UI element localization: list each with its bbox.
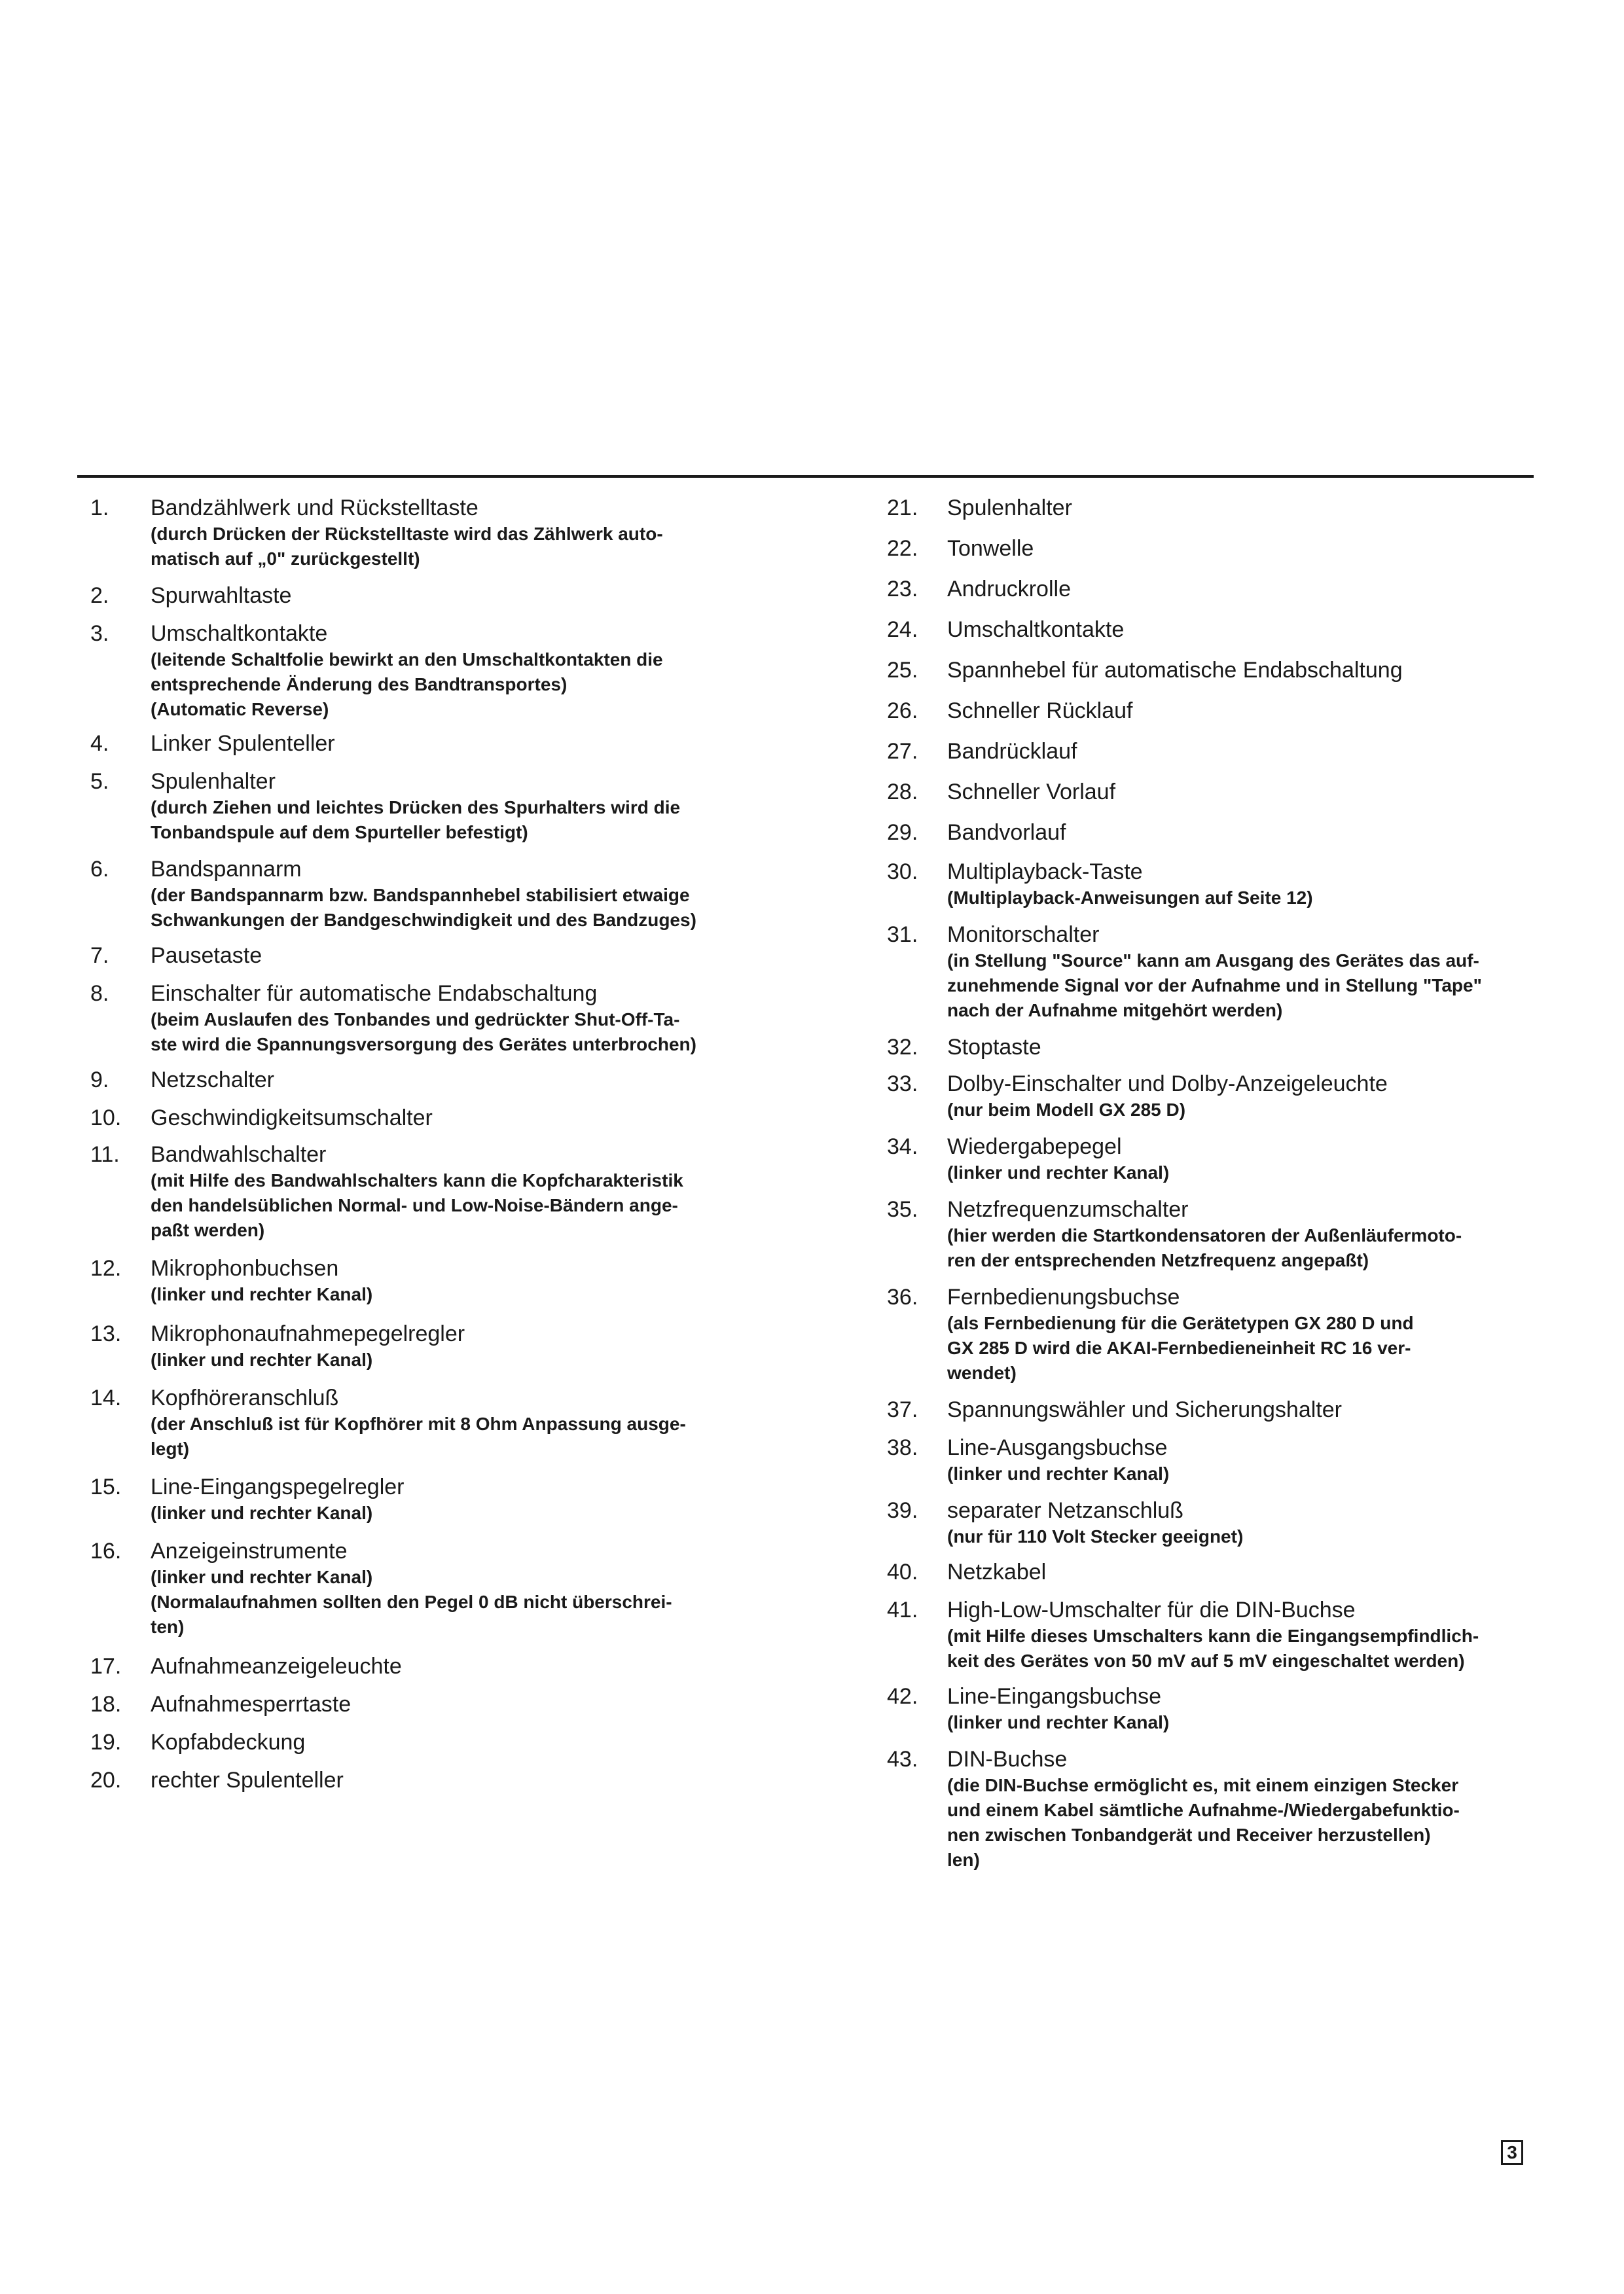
part-title: Fernbedienungsbuchse: [947, 1285, 1180, 1310]
part-title: Bandvorlauf: [947, 820, 1066, 845]
part-title: Monitorschalter: [947, 922, 1100, 947]
part-title: Einschalter für automatische Endabschaltung: [151, 981, 598, 1006]
part-list-item: [77, 1473, 765, 1526]
part-list-item: [77, 980, 765, 1057]
part-list-item: [77, 1653, 765, 1680]
part-number: 15.: [90, 1475, 122, 1499]
part-title: Tonwelle: [947, 536, 1034, 561]
part-list-item: [77, 1384, 765, 1461]
part-title: Stoptaste: [947, 1035, 1041, 1060]
part-list-item: [77, 1537, 765, 1640]
part-title: Multiplayback-Taste: [947, 859, 1143, 884]
part-number: 20.: [90, 1768, 122, 1793]
part-description: [151, 942, 765, 969]
part-title: Geschwindigkeitsumschalter: [151, 1105, 433, 1130]
part-title: Line-Eingangspegelregler: [151, 1475, 405, 1499]
part-title: High-Low-Umschalter für die DIN-Buchse: [947, 1598, 1356, 1622]
part-number: 39.: [887, 1498, 918, 1523]
part-list-item: [874, 575, 1555, 603]
part-description: [947, 1133, 1555, 1185]
part-description: [151, 620, 765, 722]
part-title: Netzschalter: [151, 1067, 274, 1092]
part-note: (linker und rechter Kanal): [947, 1162, 1170, 1183]
part-note: (linker und rechter Kanal): [151, 1350, 373, 1370]
part-number: 9.: [90, 1067, 109, 1092]
part-list-item: [874, 1596, 1555, 1674]
part-description: [947, 1033, 1555, 1061]
part-list-item: [77, 768, 765, 845]
part-title: Mikrophonaufnahmepegelregler: [151, 1321, 465, 1346]
part-title: rechter Spulenteller: [151, 1768, 344, 1793]
part-note: (in Stellung "Source" kann am Ausgang des Gerätes das auf- zunehmende Signal vor der Aufnahme und in Stellung "Tape" nach der Aufnahme mitgehört werden): [947, 950, 1482, 1020]
part-description: [151, 494, 765, 571]
part-number: 6.: [90, 857, 109, 882]
part-note: (beim Auslaufen des Tonbandes und gedrückter Shut-Off-Ta- ste wird die Spannungsversorgung des Gerätes unterbrochen): [151, 1009, 696, 1054]
part-title: Bandrücklauf: [947, 739, 1077, 764]
part-title: Anzeigeinstrumente: [151, 1539, 348, 1564]
part-number: 29.: [887, 820, 918, 845]
part-description: [151, 730, 765, 757]
part-note: (hier werden die Startkondensatoren der Außenläufermoto- ren der entsprechenden Netzfrequenz angepaßt): [947, 1225, 1462, 1270]
part-description: [151, 1384, 765, 1461]
part-description: [947, 656, 1555, 684]
part-title: separater Netzanschluß: [947, 1498, 1183, 1523]
part-number: 2.: [90, 583, 109, 608]
part-title: Spulenhalter: [151, 769, 276, 794]
part-note: (linker und rechter Kanal): [947, 1712, 1170, 1732]
parts-list-left-column: [77, 494, 765, 1803]
part-description: [151, 1141, 765, 1243]
part-list-item: [874, 1746, 1555, 1873]
part-number: 10.: [90, 1105, 122, 1130]
part-number: 41.: [887, 1598, 918, 1622]
part-list-item: [874, 1283, 1555, 1386]
part-title: Schneller Rücklauf: [947, 698, 1133, 723]
part-list-item: [874, 1133, 1555, 1185]
part-title: Aufnahmesperrtaste: [151, 1692, 352, 1717]
part-number: 17.: [90, 1654, 122, 1679]
part-list-item: [874, 656, 1555, 684]
part-number: 12.: [90, 1256, 122, 1281]
part-number: 14.: [90, 1386, 122, 1410]
part-list-item: [874, 819, 1555, 846]
part-note: (linker und rechter Kanal) (Normalaufnahmen sollten den Pegel 0 dB nicht überschrei- ten): [151, 1567, 672, 1637]
part-description: [151, 1729, 765, 1756]
part-description: [151, 582, 765, 609]
part-list-item: [77, 620, 765, 722]
part-title: Umschaltkontakte: [151, 621, 328, 646]
part-number: 13.: [90, 1321, 122, 1346]
part-number: 35.: [887, 1197, 918, 1222]
part-note: (mit Hilfe des Bandwahlschalters kann die Kopfcharakteristik den handelsüblichen Normal- und Low-Noise-Bändern ange- paßt werden): [151, 1170, 683, 1240]
part-list-item: [874, 1497, 1555, 1549]
part-note: (mit Hilfe dieses Umschalters kann die Eingangsempfindlich- keit des Gerätes von 50 mV auf 5 mV eingeschaltet werden): [947, 1626, 1479, 1671]
part-number: 18.: [90, 1692, 122, 1717]
part-description: [947, 738, 1555, 765]
part-note: (als Fernbedienung für die Gerätetypen GX 280 D und GX 285 D wird die AKAI-Fernbedieneinheit RC 16 ver- wendet): [947, 1313, 1414, 1383]
part-note: (durch Drücken der Rückstelltaste wird das Zählwerk auto- matisch auf „0" zurückgestellt): [151, 524, 663, 569]
part-list-item: [77, 582, 765, 609]
part-number: 21.: [887, 495, 918, 520]
part-description: [947, 858, 1555, 910]
part-list-item: [874, 858, 1555, 910]
part-description: [947, 1196, 1555, 1273]
part-list-item: [77, 1104, 765, 1132]
page-number: 3: [1501, 2140, 1523, 2165]
part-number: 32.: [887, 1035, 918, 1060]
part-description: [947, 535, 1555, 562]
part-note: (linker und rechter Kanal): [947, 1463, 1170, 1484]
part-title: Aufnahmeanzeigeleuchte: [151, 1654, 402, 1679]
part-description: [947, 616, 1555, 643]
part-title: Spannhebel für automatische Endabschaltung: [947, 658, 1403, 683]
part-description: [151, 1320, 765, 1372]
part-list-item: [874, 616, 1555, 643]
part-list-item: [874, 921, 1555, 1023]
part-title: Kopfhöreranschluß: [151, 1386, 339, 1410]
part-description: [151, 980, 765, 1057]
part-number: 34.: [887, 1134, 918, 1159]
part-description: [151, 1766, 765, 1794]
part-description: [151, 1255, 765, 1307]
part-number: 43.: [887, 1747, 918, 1772]
part-description: [947, 1596, 1555, 1674]
part-number: 19.: [90, 1730, 122, 1755]
part-note: (der Anschluß ist für Kopfhörer mit 8 Ohm Anpassung ausge- legt): [151, 1414, 686, 1459]
part-number: 26.: [887, 698, 918, 723]
part-description: [947, 819, 1555, 846]
part-list-item: [77, 855, 765, 933]
part-description: [151, 855, 765, 933]
part-title: Spulenhalter: [947, 495, 1072, 520]
part-list-item: [874, 1070, 1555, 1122]
part-description: [947, 697, 1555, 725]
part-description: [947, 1070, 1555, 1122]
part-note: (nur für 110 Volt Stecker geeignet): [947, 1526, 1244, 1547]
part-description: [151, 1691, 765, 1718]
part-list-item: [77, 1141, 765, 1243]
parts-list-right-column: [874, 494, 1555, 1882]
part-list-item: [874, 1683, 1555, 1735]
part-list-item: [77, 1691, 765, 1718]
part-description: [947, 1497, 1555, 1549]
part-number: 5.: [90, 769, 109, 794]
part-title: Line-Ausgangsbuchse: [947, 1435, 1168, 1460]
part-note: (durch Ziehen und leichtes Drücken des Spurhalters wird die Tonbandspule auf dem Spurteller befestigt): [151, 797, 681, 842]
part-description: [151, 1104, 765, 1132]
part-title: Kopfabdeckung: [151, 1730, 306, 1755]
part-list-item: [874, 697, 1555, 725]
part-number: 22.: [887, 536, 918, 561]
part-number: 37.: [887, 1397, 918, 1422]
part-list-item: [874, 1033, 1555, 1061]
part-number: 16.: [90, 1539, 122, 1564]
part-list-item: [77, 1255, 765, 1307]
part-number: 38.: [887, 1435, 918, 1460]
part-title: DIN-Buchse: [947, 1747, 1068, 1772]
part-title: Spannungswähler und Sicherungshalter: [947, 1397, 1342, 1422]
part-description: [151, 1066, 765, 1094]
part-title: Pausetaste: [151, 943, 262, 968]
part-list-item: [874, 1196, 1555, 1273]
part-number: 42.: [887, 1684, 918, 1709]
part-description: [947, 1396, 1555, 1424]
part-list-item: [77, 1320, 765, 1372]
part-title: Bandwahlschalter: [151, 1142, 327, 1167]
part-description: [947, 1746, 1555, 1873]
part-number: 36.: [887, 1285, 918, 1310]
part-description: [947, 1283, 1555, 1386]
part-title: Line-Eingangsbuchse: [947, 1684, 1162, 1709]
part-list-item: [77, 1066, 765, 1094]
part-description: [947, 1434, 1555, 1486]
part-list-item: [874, 535, 1555, 562]
part-title: Wiedergabepegel: [947, 1134, 1122, 1159]
part-number: 23.: [887, 577, 918, 601]
part-number: 28.: [887, 780, 918, 804]
part-number: 7.: [90, 943, 109, 968]
part-description: [151, 1653, 765, 1680]
part-title: Linker Spulenteller: [151, 731, 335, 756]
part-note: (linker und rechter Kanal): [151, 1503, 373, 1523]
part-number: 40.: [887, 1560, 918, 1585]
part-description: [947, 575, 1555, 603]
part-list-item: [874, 494, 1555, 522]
part-description: [947, 1683, 1555, 1735]
part-title: Andruckrolle: [947, 577, 1071, 601]
part-title: Bandspannarm: [151, 857, 302, 882]
part-list-item: [77, 730, 765, 757]
part-description: [151, 1473, 765, 1526]
part-description: [947, 921, 1555, 1023]
part-title: Bandzählwerk und Rückstelltaste: [151, 495, 478, 520]
part-list-item: [874, 1434, 1555, 1486]
part-note: (nur beim Modell GX 285 D): [947, 1100, 1186, 1120]
part-number: 27.: [887, 739, 918, 764]
part-number: 25.: [887, 658, 918, 683]
part-list-item: [77, 494, 765, 571]
part-title: Schneller Vorlauf: [947, 780, 1116, 804]
part-note: (linker und rechter Kanal): [151, 1284, 373, 1304]
part-note: (leitende Schaltfolie bewirkt an den Umschaltkontakten die entsprechende Änderung des Bandtransportes) (Automatic Reverse): [151, 649, 663, 719]
part-list-item: [77, 1766, 765, 1794]
part-description: [947, 1558, 1555, 1586]
part-number: 4.: [90, 731, 109, 756]
part-note: (Multiplayback-Anweisungen auf Seite 12): [947, 887, 1313, 908]
part-number: 31.: [887, 922, 918, 947]
part-list-item: [77, 942, 765, 969]
part-list-item: [874, 1396, 1555, 1424]
part-title: Spurwahltaste: [151, 583, 292, 608]
part-list-item: [874, 738, 1555, 765]
part-note: (der Bandspannarm bzw. Bandspannhebel stabilisiert etwaige Schwankungen der Bandgeschwindigkeit und des Bandzuges): [151, 885, 696, 930]
part-list-item: [874, 778, 1555, 806]
part-title: Netzfrequenzumschalter: [947, 1197, 1189, 1222]
part-description: [151, 768, 765, 845]
part-number: 11.: [90, 1142, 120, 1167]
part-note: (die DIN-Buchse ermöglicht es, mit einem einzigen Stecker und einem Kabel sämtliche Aufnahme-/Wiedergabefunktio- nen zwischen Tonbandgerät und Receiver herzustellen) len): [947, 1775, 1460, 1870]
part-title: Netzkabel: [947, 1560, 1047, 1585]
part-list-item: [77, 1729, 765, 1756]
header-rule: [77, 475, 1534, 478]
part-number: 30.: [887, 859, 918, 884]
part-number: 3.: [90, 621, 109, 646]
part-description: [947, 778, 1555, 806]
part-list-item: [874, 1558, 1555, 1586]
part-title: Dolby-Einschalter und Dolby-Anzeigeleuchte: [947, 1071, 1388, 1096]
part-description: [151, 1537, 765, 1640]
part-number: 24.: [887, 617, 918, 642]
part-title: Umschaltkontakte: [947, 617, 1125, 642]
part-number: 8.: [90, 981, 109, 1006]
part-number: 33.: [887, 1071, 918, 1096]
part-title: Mikrophonbuchsen: [151, 1256, 339, 1281]
part-number: 1.: [90, 495, 109, 520]
part-description: [947, 494, 1555, 522]
